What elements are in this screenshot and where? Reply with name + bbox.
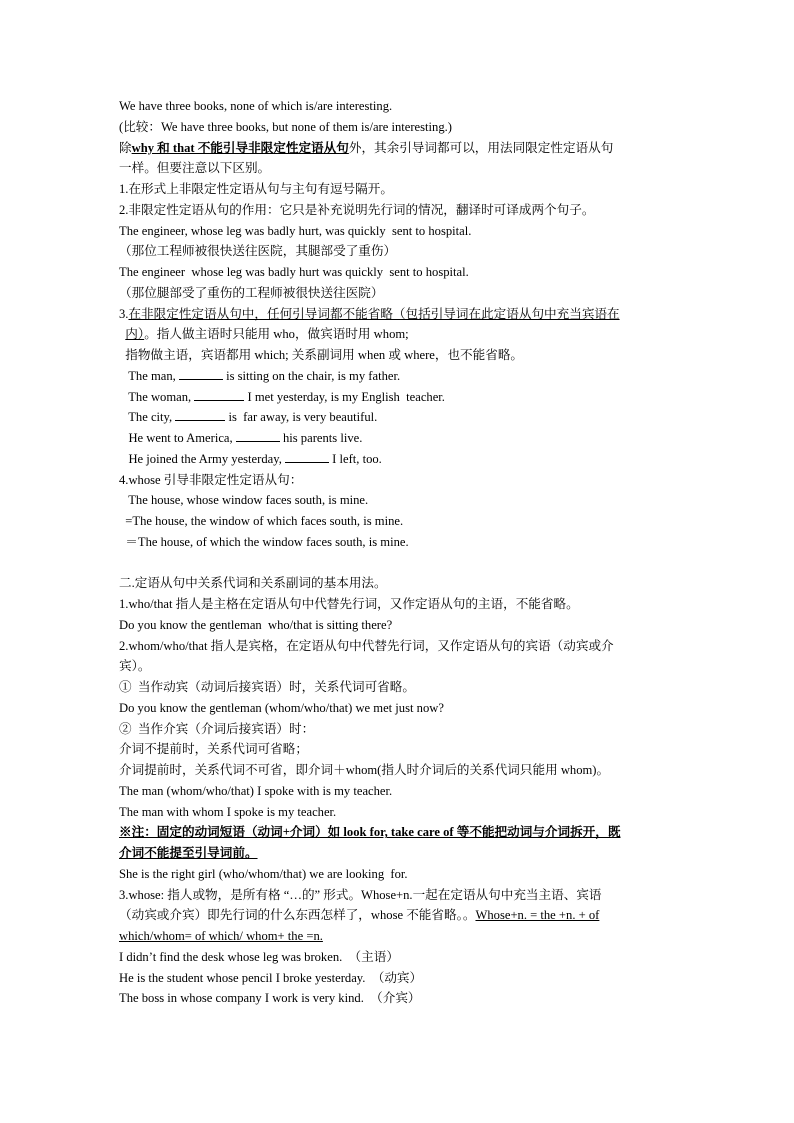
line-text: The man with whom I spoke is my teacher. xyxy=(119,804,337,819)
fill-in-blank[interactable] xyxy=(179,368,223,380)
text-line xyxy=(119,698,679,719)
exercise-prefix: The man, xyxy=(119,368,179,383)
line-text: ① 当作动宾（动词后接宾语）时，关系代词可省略。 xyxy=(119,680,415,694)
text-line xyxy=(119,719,679,740)
exercise-suffix: I left, too. xyxy=(329,451,382,466)
text-line xyxy=(119,947,679,968)
text-line xyxy=(119,573,679,594)
line-text: （那位工程师被很快送往医院，其腿部受了重伤） xyxy=(119,244,397,259)
fill-in-blank[interactable] xyxy=(194,389,244,401)
exercise-suffix: his parents live. xyxy=(279,431,363,445)
line-text: Do you know the gentleman who/that is sitting there? xyxy=(119,617,393,632)
text-line xyxy=(119,905,679,926)
text-line xyxy=(119,138,679,159)
text-line xyxy=(119,802,679,823)
line-text: We have three books, none of which is/are interesting. xyxy=(119,99,393,113)
text-line xyxy=(119,615,679,636)
document-body xyxy=(119,96,679,1009)
underlined-text: why 和 that 不能引导非限定性定语从句 xyxy=(131,140,349,155)
line-text: 介词不提前时，关系代词可省略； xyxy=(119,742,308,757)
underlined-text: 在非限定性定语从句中，任何引导词都不能省略（包括引导词在此定语从句中充当宾语在 xyxy=(128,306,620,321)
fill-in-blank[interactable] xyxy=(236,430,280,442)
text-line xyxy=(119,968,679,989)
text-line xyxy=(119,428,679,449)
line-text: 1.在形式上非限定性定语从句与主句有逗号隔开。 xyxy=(119,182,393,196)
text-line xyxy=(119,96,679,117)
text-line xyxy=(119,470,679,491)
line-text: =The house, the window of which faces south, is mine. xyxy=(119,514,404,528)
blank-line xyxy=(119,553,679,574)
fill-in-blank[interactable] xyxy=(285,451,329,463)
text-line xyxy=(119,241,679,262)
line-text: 介词提前时，关系代词不可省，即介词＋whom(指人时介词后的关系代词只能用 whom)。 xyxy=(119,763,610,777)
text-line xyxy=(119,179,679,200)
exercise-prefix: He went to America, xyxy=(119,431,236,445)
text-line xyxy=(119,366,679,387)
line-text: The man (whom/who/that) I spoke with is my teacher. xyxy=(119,783,393,798)
text-line xyxy=(119,304,679,325)
line-text: ② 当作介宾（介词后接宾语）时： xyxy=(119,721,315,736)
exercise-suffix: is far away, is very beautiful. xyxy=(225,410,378,425)
text-line xyxy=(119,283,679,304)
text-line xyxy=(119,822,679,843)
line-text: The house, whose window faces south, is mine. xyxy=(119,493,369,508)
text-line xyxy=(119,677,679,698)
underlined-text: which/whom= of which/ whom+ the =n. xyxy=(119,929,323,943)
line-text: 。指人做主语时只能用 who，做宾语时用 whom; xyxy=(144,327,409,342)
text-line xyxy=(119,490,679,511)
exercise-suffix: is sitting on the chair, is my father. xyxy=(222,368,401,383)
text-line xyxy=(119,988,679,1009)
line-text: 1.who/that 指人是主格在定语从句中代替先行词，又作定语从句的主语，不能省略。 xyxy=(119,597,579,611)
text-line xyxy=(119,843,679,864)
exercise-prefix: The city, xyxy=(119,410,176,425)
text-line xyxy=(119,864,679,885)
text-line xyxy=(119,656,679,677)
underlined-text: Whose+n. = the +n. + of xyxy=(475,908,600,923)
underlined-text: 介词不能提至引导词前。 xyxy=(119,846,258,860)
text-line xyxy=(119,739,679,760)
text-line xyxy=(119,449,679,470)
line-text: The engineer whose leg was badly hurt was quickly sent to hospital. xyxy=(119,265,469,279)
text-line xyxy=(119,594,679,615)
line-text: 3. xyxy=(119,306,129,321)
line-text: (比较：We have three books, but none of them is/are interesting.) xyxy=(119,119,452,134)
line-text: 一样。但要注意以下区别。 xyxy=(119,161,271,176)
text-line xyxy=(119,345,679,366)
exercise-suffix: I met yesterday, is my English teacher. xyxy=(244,389,445,404)
text-line xyxy=(119,117,679,138)
line-text: 2.非限定性定语从句的作用：它只是补充说明先行词的情况，翻译时可译成两个句子。 xyxy=(119,202,595,217)
line-text: ＝The house, of which the window faces south, is mine. xyxy=(119,534,409,549)
text-line xyxy=(119,221,679,242)
text-line xyxy=(119,158,679,179)
line-text: 宾）。 xyxy=(119,659,151,674)
text-line xyxy=(119,262,679,283)
line-text: （动宾或介宾）即先行词的什么东西怎样了，whose 不能省略。。 xyxy=(119,908,476,923)
line-text: 外，其余引导词都可以，用法同限定性定语从句 xyxy=(348,140,614,155)
line-text: He is the student whose pencil I broke yesterday. （动宾） xyxy=(119,970,423,985)
text-line xyxy=(119,885,679,906)
line-text: 4.whose 引导非限定性定语从句： xyxy=(119,472,303,487)
text-line xyxy=(119,387,679,408)
line-text: The engineer, whose leg was badly hurt, was quickly sent to hospital. xyxy=(119,223,472,238)
line-text: 3.whose: 指人或物，是所有格 “…的” 形式。Whose+n.一起在定语从句中充当主语、宾语 xyxy=(119,887,602,902)
line-text: 除 xyxy=(119,140,132,155)
line-text: （那位腿部受了重伤的工程师被很快送往医院） xyxy=(119,285,384,300)
text-line xyxy=(119,760,679,781)
text-line xyxy=(119,781,679,802)
text-line xyxy=(119,324,679,345)
underlined-text: 内） xyxy=(125,327,145,342)
line-text: I didn’t find the desk whose leg was broken. （主语） xyxy=(119,949,399,964)
line-text: She is the right girl (who/whom/that) we are looking for. xyxy=(119,866,408,881)
text-line xyxy=(119,926,679,947)
text-line xyxy=(119,511,679,532)
text-line xyxy=(119,636,679,657)
text-line xyxy=(119,407,679,428)
exercise-prefix: The woman, xyxy=(119,389,195,404)
exercise-prefix: He joined the Army yesterday, xyxy=(119,451,286,466)
line-text: Do you know the gentleman (whom/who/that) we met just now? xyxy=(119,700,444,715)
underlined-text: ※注：固定的动词短语（动词+介词）如 look for, take care of 等不能把动词与介词拆开，既 xyxy=(119,825,621,840)
line-text: 指物做主语，宾语都用 which; 关系副词用 when 或 where，也不能省略。 xyxy=(119,348,524,362)
line-text: 二.定语从句中关系代词和关系副词的基本用法。 xyxy=(119,576,387,591)
line-text: The boss in whose company I work is very kind. （介宾） xyxy=(119,991,421,1006)
text-line xyxy=(119,200,679,221)
text-line xyxy=(119,532,679,553)
line-text: 2.whom/who/that 指人是宾格，在定语从句中代替先行词，又作定语从句的宾语（动宾或介 xyxy=(119,638,614,653)
fill-in-blank[interactable] xyxy=(175,409,225,421)
